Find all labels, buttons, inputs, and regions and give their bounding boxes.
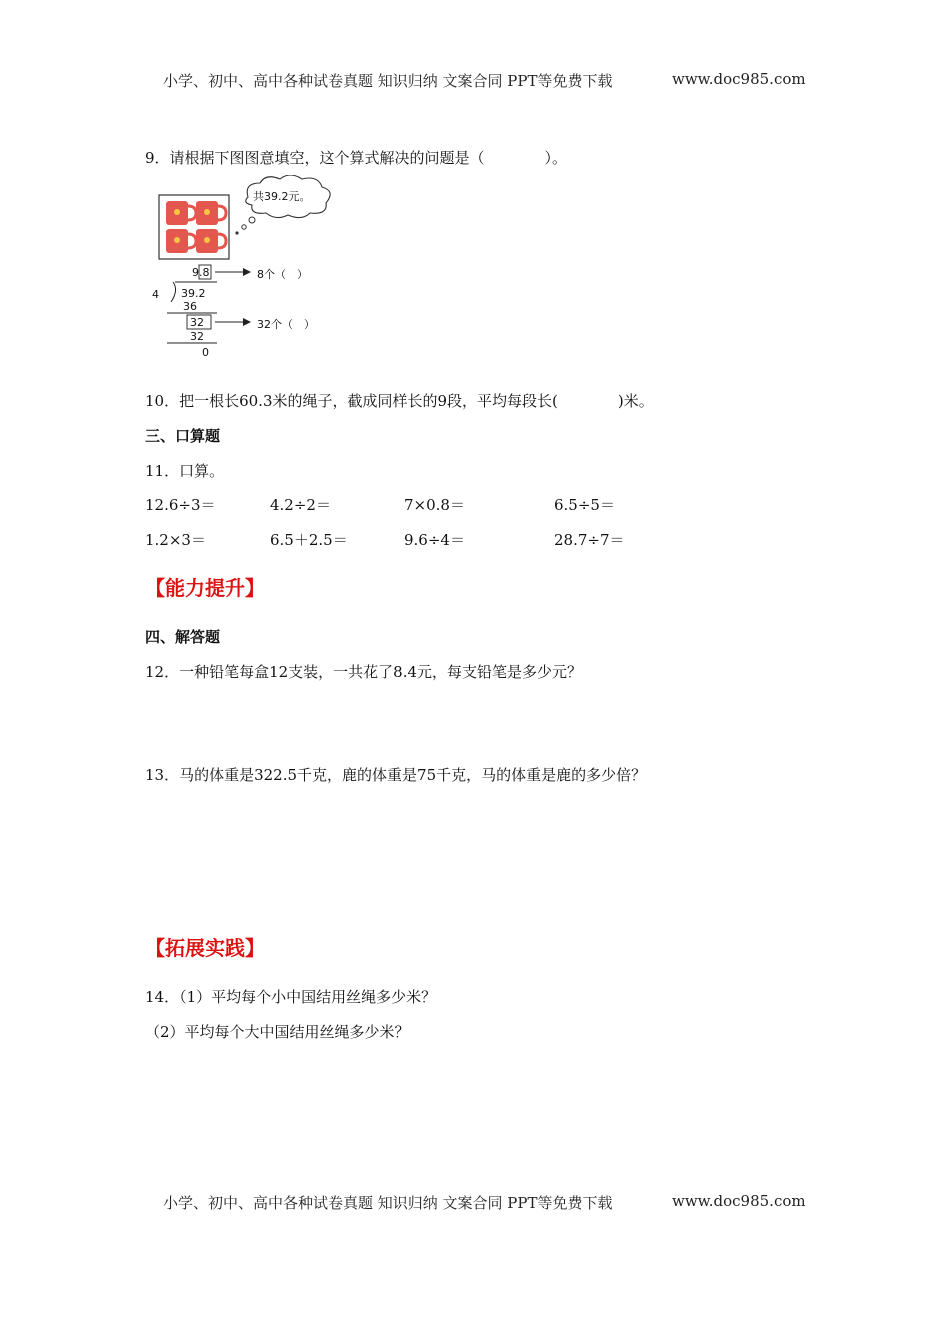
calc-item: 28.7÷7＝ <box>554 531 625 549</box>
calc-item: 1.2×3＝ <box>145 531 206 549</box>
final-remainder: 0 <box>202 346 209 359</box>
calc-item: 4.2÷2＝ <box>270 496 331 514</box>
question-14-part-2: （2）平均每个大中国结用丝绳多少米？ <box>145 1023 410 1041</box>
calc-item: 6.5÷5＝ <box>554 496 615 514</box>
remainder-1: 32 <box>190 316 204 329</box>
ability-heading: 【能力提升】 <box>145 576 265 600</box>
calc-item: 9.6÷4＝ <box>404 531 465 549</box>
note-2: 32个（ ） <box>257 318 315 331</box>
header-link[interactable]: www.doc985.com <box>672 70 806 88</box>
question-9: 9．请根据下图图意填空，这个算式解决的问题是（ ）。 <box>145 149 568 167</box>
question-13: 13．马的体重是322.5千克，鹿的体重是75千克，马的体重是鹿的多少倍？ <box>145 766 647 784</box>
dividend: 39.2 <box>181 287 206 300</box>
section-4-heading: 四、解答题 <box>145 628 221 646</box>
bubble-text: 共39.2元。 <box>253 190 311 203</box>
question-11: 11．口算。 <box>145 462 225 480</box>
footer-text: 小学、初中、高中各种试卷真题 知识归纳 文案合同 PPT等免费下载 <box>163 1194 613 1212</box>
subtract-1: 36 <box>183 300 197 313</box>
long-division-figure <box>145 263 345 363</box>
question-10: 10．把一根长60.3米的绳子，截成同样长的9段，平均每段长( )米。 <box>145 392 654 410</box>
calc-item: 12.6÷3＝ <box>145 496 216 514</box>
expand-heading: 【拓展实践】 <box>145 936 265 960</box>
section-3-heading: 三、口算题 <box>145 427 221 445</box>
calc-item: 6.5＋2.5＝ <box>270 531 348 549</box>
quotient: 9.8 <box>192 266 210 279</box>
note-1: 8个（ ） <box>257 268 308 281</box>
divisor: 4 <box>152 288 159 301</box>
footer-link[interactable]: www.doc985.com <box>672 1192 806 1210</box>
question-12: 12．一种铅笔每盒12支装，一共花了8.4元，每支铅笔是多少元？ <box>145 663 583 681</box>
cups-figure <box>150 175 340 265</box>
calc-item: 7×0.8＝ <box>404 496 465 514</box>
question-14-part-1: 14．（1）平均每个小中国结用丝绳多少米？ <box>145 988 437 1006</box>
subtract-2: 32 <box>190 330 204 343</box>
header-text: 小学、初中、高中各种试卷真题 知识归纳 文案合同 PPT等免费下载 <box>163 72 613 90</box>
